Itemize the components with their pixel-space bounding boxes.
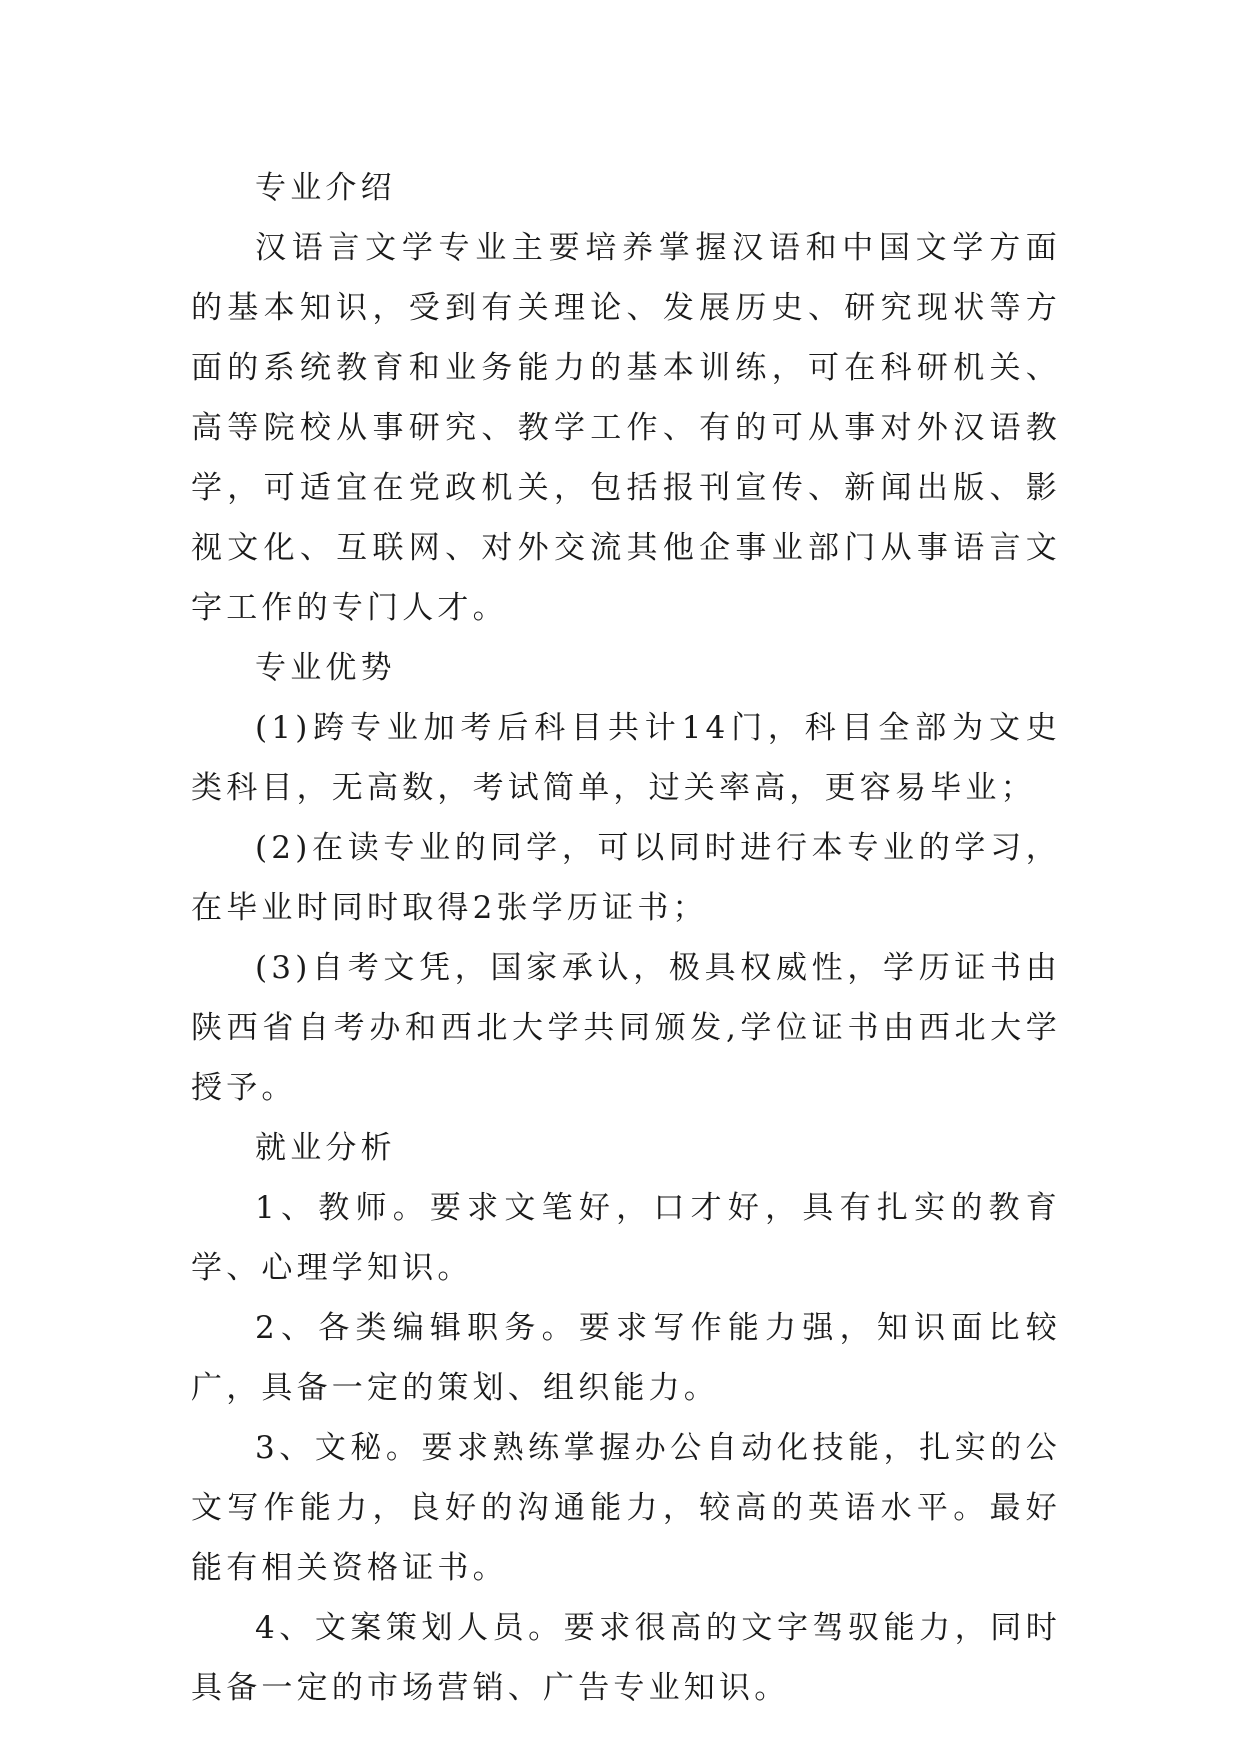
- document-page: [191, 158, 1061, 1718]
- employment-item-4: 4、文案策划人员。要求很高的文字驾驭能力，同时具备一定的市场营销、广告专业知识。: [191, 1610, 1061, 1706]
- advantage-item-1: (1)跨专业加考后科目共计14门，科目全部为文史类科目，无高数，考试简单，过关率高，更容易毕业；: [191, 710, 1061, 806]
- employment-item-2: 2、各类编辑职务。要求写作能力强，知识面比较广，具备一定的策划、组织能力。: [191, 1310, 1061, 1406]
- intro-paragraph: 汉语言文学专业主要培养掌握汉语和中国文学方面的基本知识，受到有关理论、发展历史、研究现状等方面的系统教育和业务能力的基本训练，可在科研机关、高等院校从事研究、教学工作、有的可从事对外汉语教学，可适宜在党政机关，包括报刊宣传、新闻出版、影视文化、互联网、对外交流其他企事业部门从事语言文字工作的专门人才。: [191, 230, 1061, 626]
- employment-item-3: 3、文秘。要求熟练掌握办公自动化技能，扎实的公文写作能力，良好的沟通能力，较高的英语水平。最好能有相关资格证书。: [191, 1430, 1061, 1586]
- advantage-item-2: (2)在读专业的同学，可以同时进行本专业的学习，在毕业时同时取得2张学历证书；: [191, 830, 1061, 926]
- section-heading-employment: 就业分析: [255, 1130, 396, 1166]
- employment-item-1: 1、教师。要求文笔好，口才好，具有扎实的教育学、心理学知识。: [191, 1190, 1061, 1286]
- section-heading-intro: 专业介绍: [255, 170, 396, 206]
- section-heading-advantages: 专业优势: [255, 650, 396, 686]
- advantage-item-3: (3)自考文凭，国家承认，极具权威性，学历证书由陕西省自考办和西北大学共同颁发,学位证书由西北大学授予。: [191, 950, 1061, 1106]
